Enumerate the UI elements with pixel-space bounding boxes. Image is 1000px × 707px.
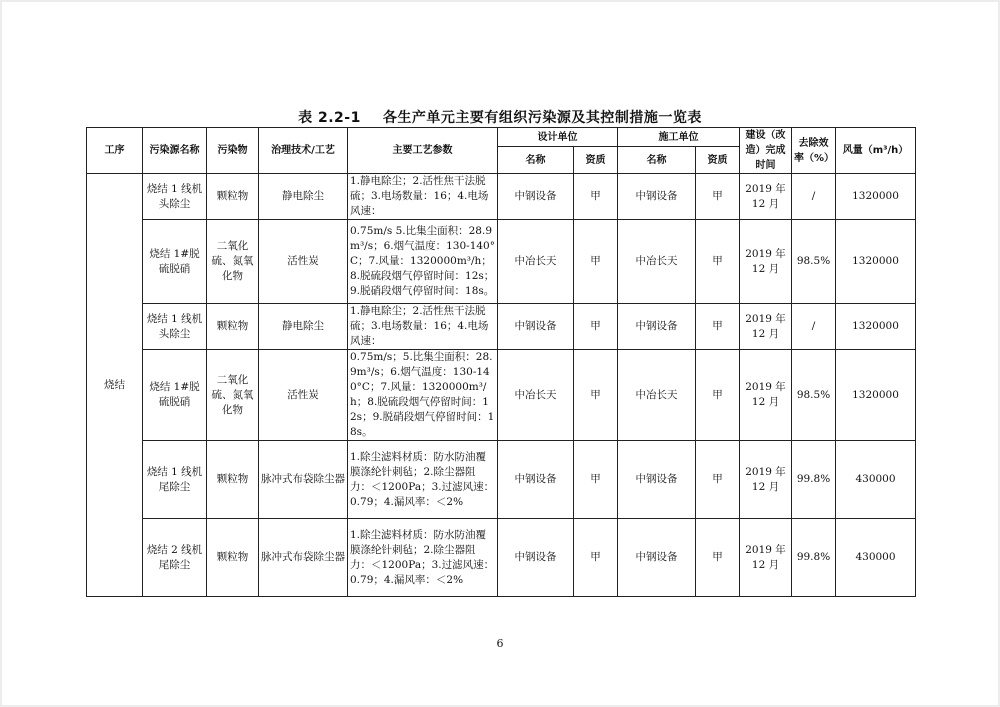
page-number: 6 — [496, 637, 504, 650]
source-cell: 烧结 1 线机尾除尘 — [143, 441, 207, 519]
design-qual-cell: 甲 — [574, 174, 618, 220]
table-row — [87, 441, 916, 519]
header-params: 主要工艺参数 — [348, 128, 498, 174]
source-cell: 烧结 1#脱硫脱硝 — [143, 350, 207, 441]
construct-qual-cell: 甲 — [696, 350, 740, 441]
construct-name-cell: 中钢设备 — [618, 304, 696, 350]
table-title — [0, 107, 1000, 127]
airflow-cell: 430000 — [836, 519, 916, 597]
pollutant-cell: 颗粒物 — [207, 441, 259, 519]
construct-name-cell: 中冶长天 — [618, 350, 696, 441]
design-qual-cell: 甲 — [574, 304, 618, 350]
design-qual-cell: 甲 — [574, 220, 618, 304]
source-cell: 烧结 1 线机头除尘 — [143, 304, 207, 350]
table-row — [87, 304, 916, 350]
removal-cell: 99.8% — [792, 441, 836, 519]
header-airflow: 风量（m³/h） — [836, 128, 916, 174]
table-row — [87, 350, 916, 441]
params-cell: 1.除尘滤料材质：防水防油覆膜涤纶针刺毡；2.除尘器阻力：＜1200Pa；3.过滤风速：0.79；4.漏风率：＜2% — [348, 519, 498, 597]
table-row — [87, 220, 916, 304]
tech-cell: 脉冲式布袋除尘器 — [259, 519, 348, 597]
construct-name-cell: 中钢设备 — [618, 519, 696, 597]
airflow-cell: 1320000 — [836, 174, 916, 220]
header-pollutant: 污染物 — [207, 128, 259, 174]
pollutant-cell: 颗粒物 — [207, 174, 259, 220]
pollutant-cell: 二氧化硫、氮氧化物 — [207, 350, 259, 441]
design-qual-cell: 甲 — [574, 350, 618, 441]
pollution-source-table — [86, 127, 916, 597]
removal-cell: / — [792, 174, 836, 220]
construct-qual-cell: 甲 — [696, 220, 740, 304]
airflow-cell: 1320000 — [836, 220, 916, 304]
tech-cell: 静电除尘 — [259, 174, 348, 220]
date-cell: 2019 年 12 月 — [740, 441, 792, 519]
params-cell: 1.静电除尘；2.活性焦干法脱硫；3.电场数量：16；4.电场风速： — [348, 304, 498, 350]
header-construct-qual: 资质 — [696, 147, 740, 174]
construct-name-cell: 中钢设备 — [618, 174, 696, 220]
design-name-cell: 中钢设备 — [498, 441, 574, 519]
header-date: 建设（改造）完成时间 — [740, 128, 792, 174]
design-qual-cell: 甲 — [574, 519, 618, 597]
params-cell: 0.75m/s 5.比集尘面积：28.9m³/s；6.烟气温度：130-140°C；7.风量：1320000m³/h；8.脱硫段烟气停留时间：12s；9.脱硝段烟气停留时间：18s。 — [348, 220, 498, 304]
airflow-cell: 1320000 — [836, 350, 916, 441]
design-name-cell: 中钢设备 — [498, 174, 574, 220]
header-construct-name: 名称 — [618, 147, 696, 174]
removal-cell: 98.5% — [792, 350, 836, 441]
table-row — [87, 174, 916, 220]
date-cell: 2019 年 12 月 — [740, 220, 792, 304]
construct-qual-cell: 甲 — [696, 174, 740, 220]
removal-cell: 99.8% — [792, 519, 836, 597]
airflow-cell: 430000 — [836, 441, 916, 519]
params-cell: 1.静电除尘；2.活性焦干法脱硫；3.电场数量：16；4.电场风速： — [348, 174, 498, 220]
airflow-cell: 1320000 — [836, 304, 916, 350]
header-tech: 治理技术/工艺 — [259, 128, 348, 174]
construct-qual-cell: 甲 — [696, 519, 740, 597]
header-design-unit: 设计单位 — [498, 128, 618, 147]
design-name-cell: 中冶长天 — [498, 220, 574, 304]
pollutant-cell: 颗粒物 — [207, 304, 259, 350]
tech-cell: 脉冲式布袋除尘器 — [259, 441, 348, 519]
params-cell: 0.75m/s；5.比集尘面积：28.9m³/s；6.烟气温度：130-140°C；7.风量：1320000m³/h；8.脱硫段烟气停留时间：12s；9.脱硝段烟气停留时间：18s。 — [348, 350, 498, 441]
table-caption: 各生产单元主要有组织污染源及其控制措施一览表 — [382, 110, 702, 126]
params-cell: 1.除尘滤料材质：防水防油覆膜涤纶针刺毡；2.除尘器阻力：＜1200Pa；3.过滤风速：0.79；4.漏风率：＜2% — [348, 441, 498, 519]
table-row — [87, 519, 916, 597]
process-cell: 烧结 — [87, 174, 143, 597]
removal-cell: 98.5% — [792, 220, 836, 304]
pollutant-cell: 二氧化硫、氮氧化物 — [207, 220, 259, 304]
header-design-qual: 资质 — [574, 147, 618, 174]
header-construct-unit: 施工单位 — [618, 128, 740, 147]
design-name-cell: 中冶长天 — [498, 350, 574, 441]
pollutant-cell: 颗粒物 — [207, 519, 259, 597]
construct-name-cell: 中钢设备 — [618, 441, 696, 519]
source-cell: 烧结 2 线机尾除尘 — [143, 519, 207, 597]
header-removal: 去除效率（%） — [792, 128, 836, 174]
header-process: 工序 — [87, 128, 143, 174]
date-cell: 2019 年 12 月 — [740, 304, 792, 350]
tech-cell: 静电除尘 — [259, 304, 348, 350]
tech-cell: 活性炭 — [259, 220, 348, 304]
date-cell: 2019 年 12 月 — [740, 174, 792, 220]
construct-qual-cell: 甲 — [696, 304, 740, 350]
header-source: 污染源名称 — [143, 128, 207, 174]
date-cell: 2019 年 12 月 — [740, 350, 792, 441]
source-cell: 烧结 1#脱硫脱硝 — [143, 220, 207, 304]
table-number: 表 2.2-1 — [298, 110, 361, 126]
design-qual-cell: 甲 — [574, 441, 618, 519]
design-name-cell: 中钢设备 — [498, 304, 574, 350]
date-cell: 2019 年 12 月 — [740, 519, 792, 597]
tech-cell: 活性炭 — [259, 350, 348, 441]
removal-cell: / — [792, 304, 836, 350]
construct-name-cell: 中冶长天 — [618, 220, 696, 304]
construct-qual-cell: 甲 — [696, 441, 740, 519]
source-cell: 烧结 1 线机头除尘 — [143, 174, 207, 220]
header-design-name: 名称 — [498, 147, 574, 174]
design-name-cell: 中钢设备 — [498, 519, 574, 597]
